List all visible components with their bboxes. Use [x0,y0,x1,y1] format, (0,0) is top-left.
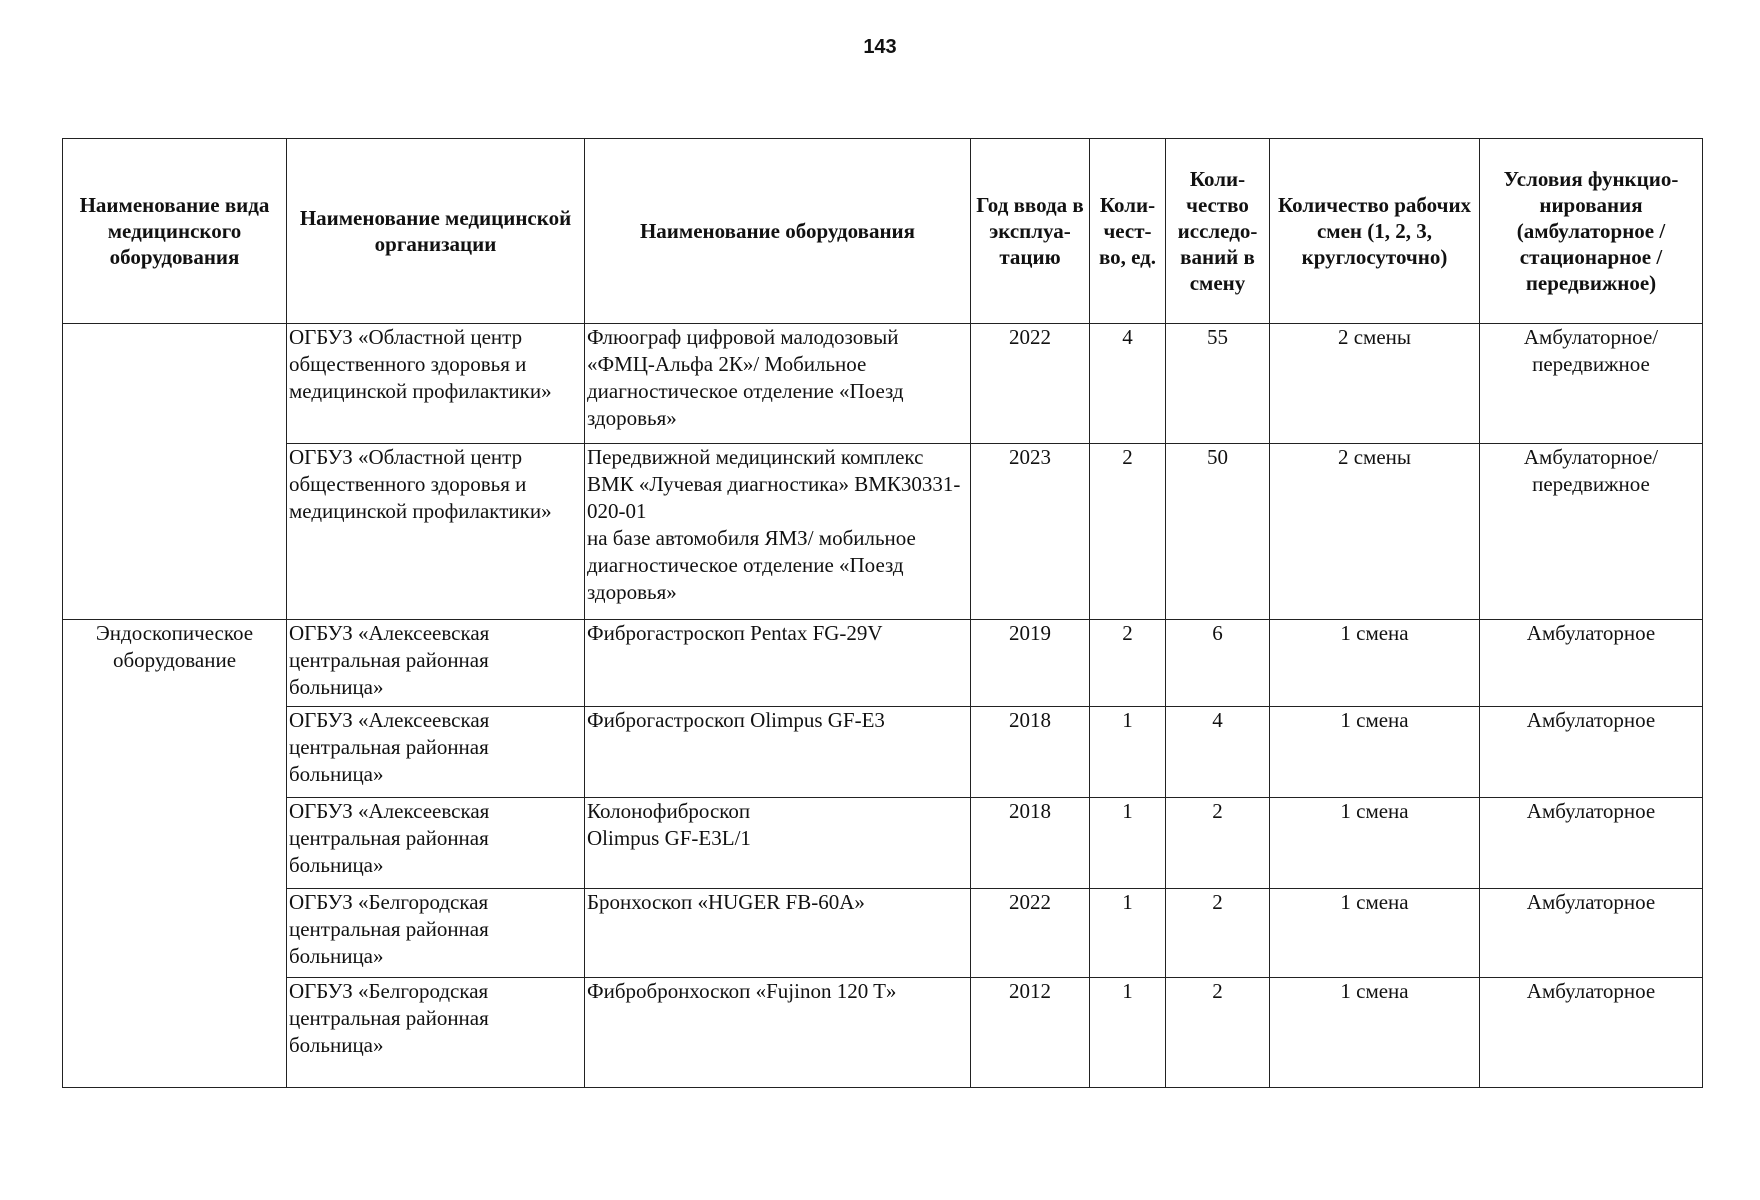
year-cell: 2012 [971,978,1090,1088]
shifts-cell: 1 смена [1270,798,1480,889]
conditions-cell: Амбулаторное/ передвижное [1480,324,1703,444]
equipment-type-cell [63,324,287,620]
shifts-cell: 1 смена [1270,620,1480,707]
quantity-cell: 1 [1090,707,1166,798]
year-cell: 2022 [971,324,1090,444]
equipment-name-cell: Бронхоскоп «HUGER FB-60A» [585,889,971,978]
studies-cell: 6 [1166,620,1270,707]
equipment-name-cell: Фиброгастроскоп Olimpus GF-E3 [585,707,971,798]
header-equipment-type: Наименование вида медицинского оборудования [63,139,287,324]
equipment-name-cell: Фибробронхоскоп «Fujinon 120 T» [585,978,971,1088]
table-row [63,324,1703,444]
quantity-cell: 1 [1090,889,1166,978]
equipment-name-cell: Колонофиброскоп Olimpus GF-E3L/1 [585,798,971,889]
conditions-cell: Амбулаторное [1480,798,1703,889]
shifts-cell: 2 смены [1270,444,1480,620]
conditions-cell: Амбулаторное [1480,620,1703,707]
header-conditions: Условия функцио-нирования (амбулаторное / стационарное / передвижное) [1480,139,1703,324]
table-row [63,444,1703,620]
year-cell: 2019 [971,620,1090,707]
studies-cell: 2 [1166,798,1270,889]
quantity-cell: 2 [1090,620,1166,707]
equipment-table [62,138,1703,1088]
shifts-cell: 1 смена [1270,978,1480,1088]
header-shift-count: Количество рабочих смен (1, 2, 3, круглосуточно) [1270,139,1480,324]
organization-cell: ОГБУЗ «Белгородская центральная районная больница» [287,978,585,1088]
equipment-name-cell: Флюограф цифровой малодозовый «ФМЦ-Альфа 2К»/ Мобильное диагностическое отделение «Поезд здоровья» [585,324,971,444]
table-row [63,798,1703,889]
studies-cell: 55 [1166,324,1270,444]
equipment-type-cell: Эндоскопическое оборудование [63,620,287,1088]
table-row [63,620,1703,707]
studies-cell: 4 [1166,707,1270,798]
quantity-cell: 4 [1090,324,1166,444]
studies-cell: 2 [1166,978,1270,1088]
year-cell: 2018 [971,798,1090,889]
shifts-cell: 1 смена [1270,889,1480,978]
organization-cell: ОГБУЗ «Областной центр общественного здоровья и медицинской профилактики» [287,324,585,444]
equipment-name-cell: Фиброгастроскоп Pentax FG-29V [585,620,971,707]
organization-cell: ОГБУЗ «Областной центр общественного здоровья и медицинской профилактики» [287,444,585,620]
organization-cell: ОГБУЗ «Алексеевская центральная районная больница» [287,707,585,798]
header-quantity: Коли-чест-во, ед. [1090,139,1166,324]
year-cell: 2022 [971,889,1090,978]
shifts-cell: 2 смены [1270,324,1480,444]
header-year: Год ввода в эксплуа-тацию [971,139,1090,324]
quantity-cell: 1 [1090,798,1166,889]
conditions-cell: Амбулаторное [1480,889,1703,978]
year-cell: 2018 [971,707,1090,798]
organization-cell: ОГБУЗ «Белгородская центральная районная больница» [287,889,585,978]
studies-cell: 2 [1166,889,1270,978]
quantity-cell: 1 [1090,978,1166,1088]
table-row [63,707,1703,798]
equipment-name-cell: Передвижной медицинский комплекс ВМК «Лучевая диагностика» ВМК30331-020-01 на базе автомобиля ЯМЗ/ мобильное диагностическое отделение «Поезд здоровья» [585,444,971,620]
year-cell: 2023 [971,444,1090,620]
shifts-cell: 1 смена [1270,707,1480,798]
table-row [63,889,1703,978]
table-row [63,978,1703,1088]
conditions-cell: Амбулаторное [1480,978,1703,1088]
header-studies-per-shift: Коли-чество исследо-ваний в смену [1166,139,1270,324]
quantity-cell: 2 [1090,444,1166,620]
conditions-cell: Амбулаторное/ передвижное [1480,444,1703,620]
organization-cell: ОГБУЗ «Алексеевская центральная районная больница» [287,798,585,889]
header-equipment-name: Наименование оборудования [585,139,971,324]
page-number: 143 [863,36,897,58]
conditions-cell: Амбулаторное [1480,707,1703,798]
studies-cell: 50 [1166,444,1270,620]
table-header-row [63,139,1703,324]
organization-cell: ОГБУЗ «Алексеевская центральная районная больница» [287,620,585,707]
header-organization: Наименование медицинской организации [287,139,585,324]
